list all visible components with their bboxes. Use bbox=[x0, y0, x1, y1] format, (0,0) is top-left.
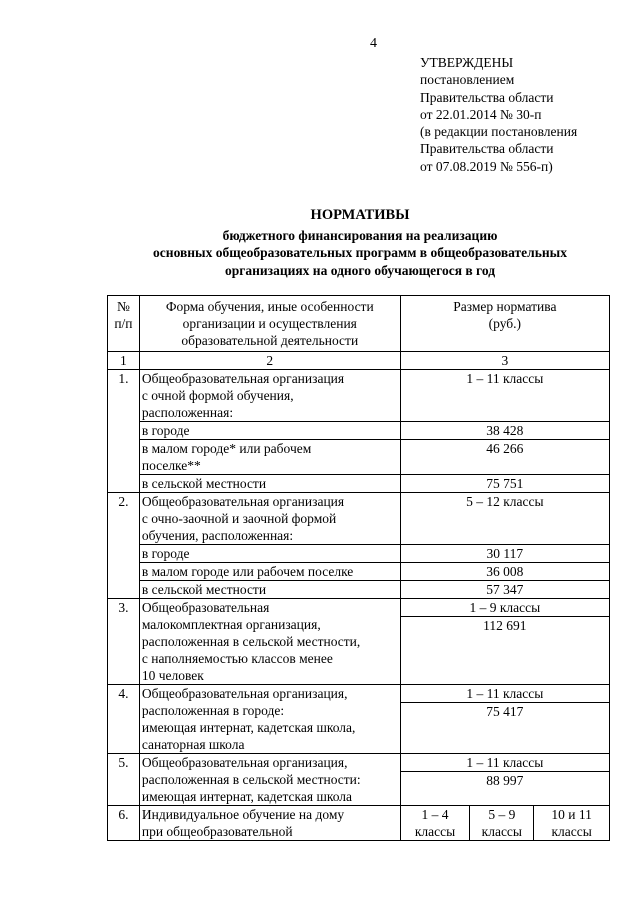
table-subrow bbox=[108, 581, 610, 599]
desc-line: поселке** bbox=[141, 458, 201, 473]
grade-text: классы bbox=[414, 824, 456, 839]
norm-value: 46 266 bbox=[400, 440, 609, 475]
column-number: 3 bbox=[400, 352, 609, 370]
row-description bbox=[139, 685, 400, 754]
norm-value: 30 117 bbox=[400, 545, 609, 563]
desc-line: обучения, расположенная: bbox=[141, 528, 294, 543]
header-text: (руб.) bbox=[488, 316, 522, 331]
sub-label: в сельской местности bbox=[139, 581, 400, 599]
norm-value: 88 997 bbox=[400, 772, 609, 806]
norm-value: 38 428 bbox=[400, 422, 609, 440]
desc-line: расположенная в сельской местности: bbox=[141, 772, 361, 787]
table-row bbox=[108, 370, 610, 422]
grade-range: 1 – 9 классы bbox=[400, 599, 609, 617]
title-line: бюджетного финансирования на реализацию bbox=[222, 227, 498, 243]
header-text: образовательной деятельности bbox=[181, 333, 359, 348]
norm-value: 75 751 bbox=[400, 475, 609, 493]
header-size bbox=[400, 296, 609, 352]
desc-line: Индивидуальное обучение на дому bbox=[141, 807, 345, 822]
header-text: Размер норматива bbox=[453, 299, 557, 314]
norm-value: 112 691 bbox=[400, 617, 609, 685]
table-subrow bbox=[108, 440, 610, 475]
row-description bbox=[139, 493, 400, 545]
grade-text: 1 – 4 bbox=[421, 807, 449, 822]
desc-line: Общеобразовательная организация bbox=[141, 494, 345, 509]
approval-line: Правительства области bbox=[420, 141, 554, 157]
desc-line: санаторная школа bbox=[141, 737, 245, 752]
desc-line: имеющая интернат, кадетская школа, bbox=[141, 720, 356, 735]
desc-line: Общеобразовательная организация, bbox=[141, 686, 348, 701]
desc-line: с очной формой обучения, bbox=[141, 388, 294, 403]
approval-line: от 22.01.2014 № 30-п bbox=[420, 106, 542, 122]
sub-label: в городе bbox=[139, 422, 400, 440]
row-number: 1. bbox=[108, 370, 140, 493]
grade-text: классы bbox=[481, 824, 522, 839]
grade-range: 1 – 11 классы bbox=[400, 370, 609, 422]
grade-range: 1 – 11 классы bbox=[400, 685, 609, 703]
sub-label bbox=[139, 440, 400, 475]
desc-line: Общеобразовательная организация bbox=[141, 371, 345, 386]
table-row bbox=[108, 685, 610, 703]
desc-line: расположенная в сельской местности, bbox=[141, 634, 361, 649]
grade-column bbox=[470, 806, 534, 841]
desc-line: Общеобразовательная bbox=[141, 600, 270, 615]
approval-line: УТВЕРЖДЕНЫ bbox=[420, 55, 514, 70]
approval-line: (в редакции постановления bbox=[420, 124, 578, 140]
desc-line: с очно-заочной и заочной формой bbox=[141, 511, 337, 526]
sub-label: в городе bbox=[139, 545, 400, 563]
row-number: 3. bbox=[108, 599, 140, 685]
approval-stamp bbox=[420, 54, 577, 175]
grade-range: 1 – 11 классы bbox=[400, 754, 609, 772]
title-line: основных общеобразовательных программ в общеобразовательных bbox=[153, 245, 567, 260]
table-subrow bbox=[108, 563, 610, 581]
page-number: 4 bbox=[370, 36, 377, 51]
row-description bbox=[139, 370, 400, 422]
header-text: п/п bbox=[114, 316, 133, 331]
approval-line: Правительства области bbox=[420, 89, 554, 105]
desc-line: малокомплектная организация, bbox=[141, 617, 321, 632]
header-form bbox=[139, 296, 400, 352]
row-description bbox=[139, 806, 400, 841]
title-heading: НОРМАТИВЫ bbox=[310, 207, 410, 223]
desc-line: расположенная в городе: bbox=[141, 703, 285, 718]
row-description bbox=[139, 754, 400, 806]
table-row bbox=[108, 599, 610, 617]
column-number: 2 bbox=[139, 352, 400, 370]
row-number: 2. bbox=[108, 493, 140, 599]
norm-value: 57 347 bbox=[400, 581, 609, 599]
grade-text: 5 – 9 bbox=[488, 807, 516, 822]
table-row bbox=[108, 806, 610, 841]
grade-text: 10 и 11 bbox=[551, 807, 592, 822]
row-description bbox=[139, 599, 400, 685]
grade-column bbox=[400, 806, 470, 841]
grade-range: 5 – 12 классы bbox=[400, 493, 609, 545]
title-line: организациях на одного обучающегося в год bbox=[224, 262, 496, 278]
row-number: 6. bbox=[108, 806, 140, 841]
table-row bbox=[108, 493, 610, 545]
desc-line: Общеобразовательная организация, bbox=[141, 755, 348, 770]
row-number: 5. bbox=[108, 754, 140, 806]
desc-line: при общеобразовательной bbox=[141, 824, 293, 839]
header-text: организации и осуществления bbox=[182, 316, 357, 331]
header-text: № bbox=[116, 299, 130, 314]
desc-line: расположенная: bbox=[141, 405, 234, 420]
approval-line: от 07.08.2019 № 556-п) bbox=[420, 158, 553, 174]
desc-line: с наполняемостью классов менее bbox=[141, 651, 333, 666]
column-number-row bbox=[108, 352, 610, 370]
norm-value: 75 417 bbox=[400, 703, 609, 754]
sub-label: в малом городе или рабочем поселке bbox=[139, 563, 400, 581]
table-subrow bbox=[108, 475, 610, 493]
header-text: Форма обучения, иные особенности bbox=[165, 299, 374, 314]
desc-line: 10 человек bbox=[141, 668, 204, 683]
approval-line: постановлением bbox=[420, 72, 515, 88]
norms-table bbox=[107, 295, 610, 841]
row-number: 4. bbox=[108, 685, 140, 754]
table-row bbox=[108, 754, 610, 772]
table-subrow bbox=[108, 545, 610, 563]
grade-text: классы bbox=[551, 824, 592, 839]
column-number: 1 bbox=[108, 352, 140, 370]
norm-value: 36 008 bbox=[400, 563, 609, 581]
desc-line: имеющая интернат, кадетская школа bbox=[141, 789, 353, 804]
header-num bbox=[108, 296, 140, 352]
table-header-row bbox=[108, 296, 610, 352]
document-title bbox=[100, 207, 620, 279]
desc-line: в малом городе* или рабочем bbox=[141, 441, 312, 456]
table-subrow bbox=[108, 422, 610, 440]
grade-column bbox=[534, 806, 610, 841]
sub-label: в сельской местности bbox=[139, 475, 400, 493]
